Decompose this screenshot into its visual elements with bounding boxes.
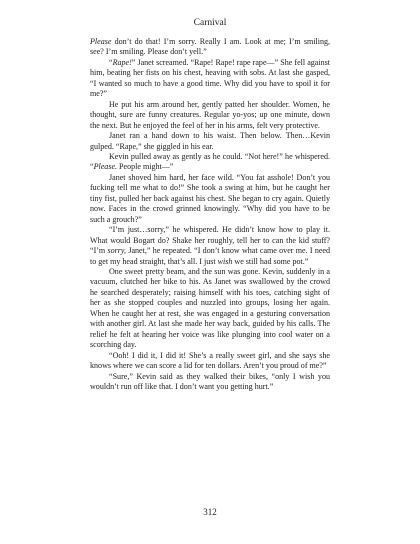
paragraph xyxy=(90,351,330,372)
italic-text: wish xyxy=(217,256,233,266)
page-number: 312 xyxy=(203,507,217,517)
text-run: Janet,” he repeated. “I don’t know what came over me. I need to get my head straight, that’s all. I just xyxy=(90,246,331,266)
text-run: He put his arm around her, gently patted her shoulder. Women, he thought, sure are funny creatures. Regular yo-yos; up one minute, down the next. But he enjoyed the feel of her in his arms, felt very protective. xyxy=(90,99,330,130)
text-run: ” Janet screamed. “Rape! Rape! rape rape—” She fell against him, beating her fists on his chest, heaving with sobs. At last she gasped, “I wanted so much to have a good time. Why did you have to spoil it for me?” xyxy=(90,57,330,99)
paragraph xyxy=(90,58,330,100)
text-run: “ xyxy=(109,57,113,67)
text-run: don’t do that! I’m sorry. Really I am. Look at me; I’m smiling, see? I’m smiling. Please don’t yell.” xyxy=(90,37,330,57)
italic-text: Rape! xyxy=(112,57,132,67)
text-run: “Ooh! I did it, I did it! She’s a really sweet girl, and she says she knows where we can score a lid for ten dollars. Aren’t you proud of me?” xyxy=(90,350,330,371)
paragraph xyxy=(90,100,330,131)
text-run: People might—” xyxy=(117,162,174,172)
text-run: “Sure,” Kevin said as they walked their bikes, “only I wish you wouldn’t run off like that. I don’t want you getting hurt.” xyxy=(90,371,330,391)
text-run: Kevin pulled away as gently as he could. “Not here!” he whispered. “ xyxy=(90,151,330,172)
italic-text: Please. xyxy=(93,162,118,172)
body-text xyxy=(90,37,330,392)
paragraph xyxy=(90,267,330,351)
text-run: Janet shoved him hard, her face wild. “You fat asshole! Don’t you fucking tell me what to do!” She took a swing at him, but he caught her tiny fist, pulled her back against his chest. She began to cry again. Quietly now. Faces in the crowd grinned knowingly. “Why did you have to be such a grouch?” xyxy=(90,172,330,224)
paragraph xyxy=(90,131,330,152)
paragraph xyxy=(90,152,330,173)
paragraph xyxy=(90,372,330,393)
running-head: Carnival xyxy=(193,18,227,28)
italic-text: Please xyxy=(90,37,112,46)
text-run: One sweet pretty beam, and the sun was gone. Kevin, suddenly in a vacuum, clutched her bike to his. As Janet was swallowed by the crowd he searched desperately; raising himself with his toes, catching sight of her as she stopped couples and nuzzled into groups, losing her again. When he caught her at rest, she was engaged in a gesturing conversation with another girl. At last she made her way back, guided by his calls. The relief he felt at hearing her voice was like plunging into cool water on a scorching day. xyxy=(90,266,330,350)
text-run: Janet ran a hand down to his waist. Then below. Then…Kevin gulped. “Rape,” she giggled in his ear. xyxy=(90,131,330,151)
paragraph xyxy=(90,173,330,225)
text-run: “I’m just…sorry,” he whispered. He didn’t know how to play it. What would Bogart do? Shake her roughly, tell her to can the kid stuff? “I’m xyxy=(90,225,330,256)
text-run: we still had some pot.” xyxy=(232,256,309,266)
italic-text: sorry, xyxy=(107,246,127,256)
paragraph xyxy=(90,225,330,267)
paragraph xyxy=(90,37,330,58)
